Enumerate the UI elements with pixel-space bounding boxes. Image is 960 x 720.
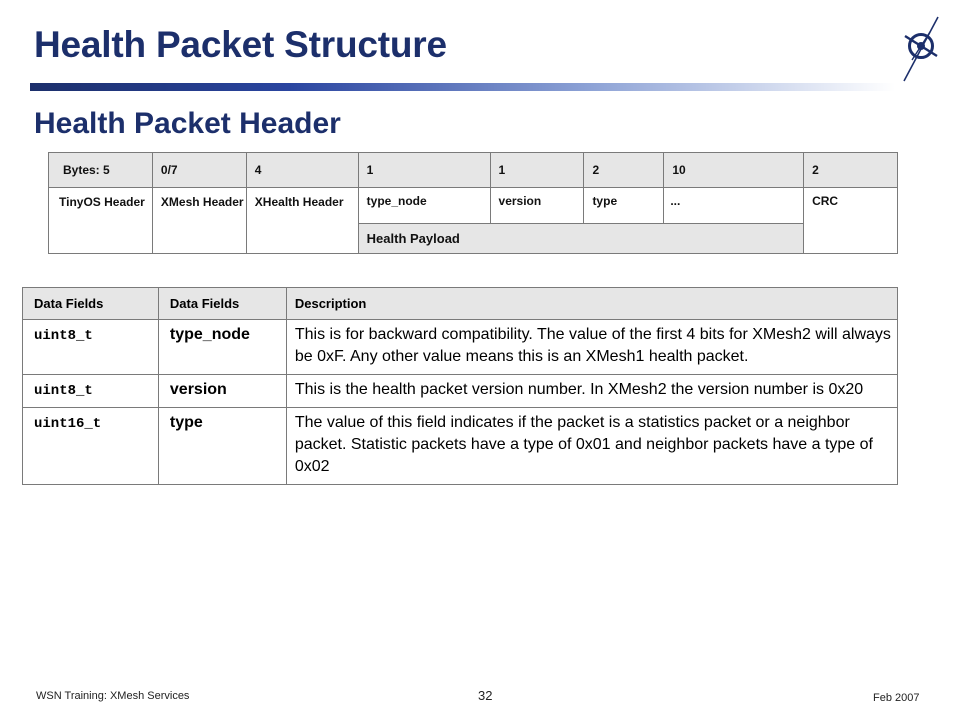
field-ctype: uint8_t — [23, 375, 159, 408]
bytes-cell-label: Bytes: 5 — [49, 153, 153, 188]
compass-logo-icon — [890, 14, 952, 84]
bytes-row — [49, 153, 898, 188]
bytes-cell-version: 1 — [490, 153, 584, 188]
field-name: type — [158, 408, 286, 485]
field-ctype: uint8_t — [23, 320, 159, 375]
bytes-cell-type-node: 1 — [358, 153, 490, 188]
title-underline-bar — [30, 83, 895, 91]
field-ctype: uint16_t — [23, 408, 159, 485]
xmesh-header-cell: XMesh Header — [152, 188, 246, 254]
field-description: This is for backward compatibility. The value of the first 4 bits for XMesh2 will always be 0xF. Any other value means this is an XMesh1 health packet. — [286, 320, 897, 375]
field-description: The value of this field indicates if the packet is a statistics packet or a neighbor packet. Statistic packets have a type of 0x01 and neighbor packets have a type of 0x02 — [286, 408, 897, 485]
table-row — [23, 408, 898, 485]
tinyos-header-cell: TinyOS Header — [49, 188, 153, 254]
column-header-field: Data Fields — [158, 288, 286, 320]
bytes-cell-xhealth: 4 — [246, 153, 358, 188]
bytes-cell-crc: 2 — [804, 153, 898, 188]
layers-row — [49, 188, 898, 224]
footer-date: Feb 2007 — [873, 692, 920, 704]
version-cell: version — [490, 188, 584, 224]
type-cell: type — [584, 188, 664, 224]
slide-title: Health Packet Structure — [34, 24, 447, 65]
crc-cell: CRC — [804, 188, 898, 254]
footer-page-number: 32 — [478, 688, 493, 703]
packet-header-table — [48, 152, 898, 254]
table-row — [23, 320, 898, 375]
field-description: This is the health packet version number. In XMesh2 the version number is 0x20 — [286, 375, 897, 408]
fields-header-row — [23, 288, 898, 320]
bytes-cell-rest: 10 — [664, 153, 804, 188]
column-header-type: Data Fields — [23, 288, 159, 320]
field-name: type_node — [158, 320, 286, 375]
xhealth-header-cell: XHealth Header — [246, 188, 358, 254]
bytes-cell-xmesh: 0/7 — [152, 153, 246, 188]
field-name: version — [158, 375, 286, 408]
footer-course-title: WSN Training: XMesh Services — [36, 690, 190, 702]
type-node-cell: type_node — [358, 188, 490, 224]
ellipsis-cell: ... — [664, 188, 804, 224]
health-payload-cell: Health Payload — [358, 224, 803, 254]
table-row — [23, 375, 898, 408]
bytes-cell-type: 2 — [584, 153, 664, 188]
data-fields-table — [22, 287, 898, 485]
section-subtitle: Health Packet Header — [34, 107, 341, 140]
column-header-description: Description — [286, 288, 897, 320]
